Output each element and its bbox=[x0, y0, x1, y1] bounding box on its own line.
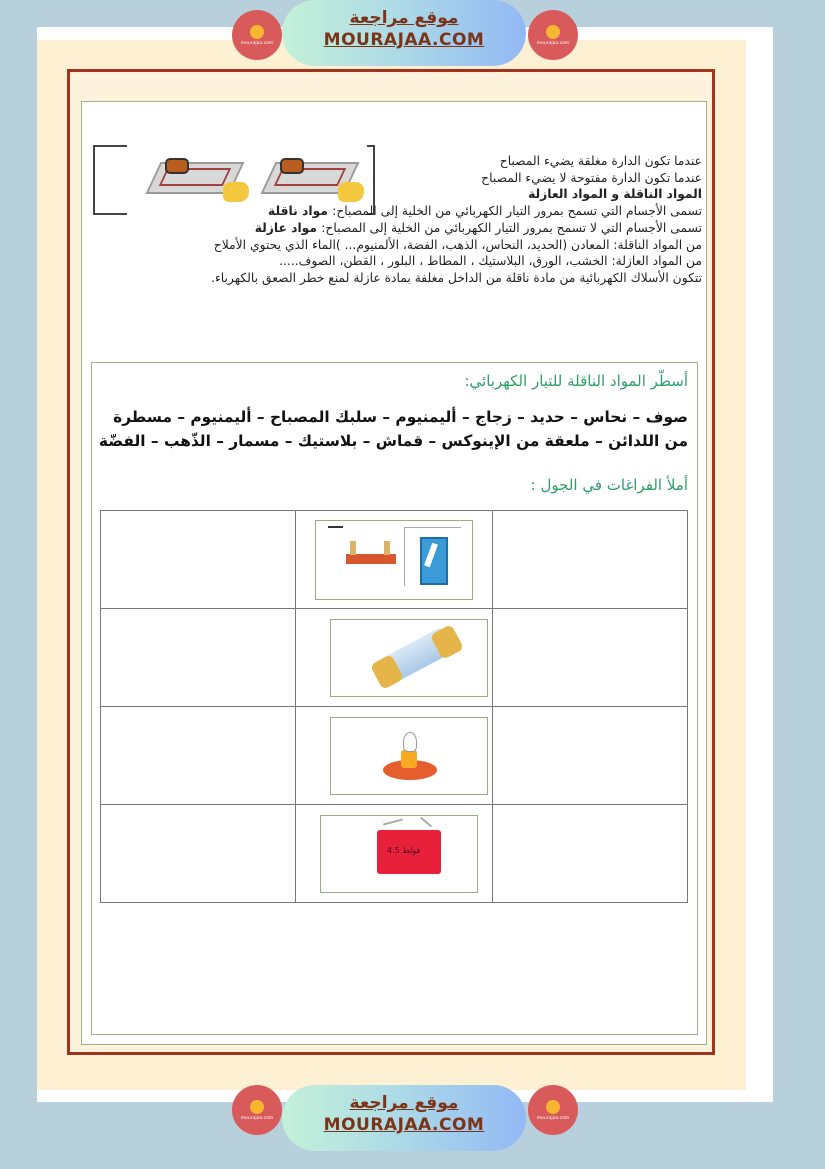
word-list-line[interactable]: من اللدائن – ملعقة من الإينوكس – قماش – بلاستيك – مسمار – الذّهب – الفضّة bbox=[98, 432, 688, 450]
site-logo-badge-left[interactable] bbox=[232, 1085, 282, 1135]
definition-text: تسمى الأجسام التي لا تسمح بمرور التيار الكهربائي من الخلية إلى المصباح: bbox=[321, 220, 702, 235]
lesson-text bbox=[122, 153, 702, 287]
site-name-arabic: موقع مراجعة bbox=[349, 1093, 459, 1113]
image-cell bbox=[296, 707, 493, 805]
image-cell bbox=[296, 805, 493, 903]
word-list bbox=[98, 405, 688, 453]
answer-cell-right[interactable] bbox=[492, 511, 687, 609]
definition-text: تسمى الأجسام التي تسمح بمرور التيار الكهربائي من الخلية إلى المصباح: bbox=[332, 204, 702, 219]
site-name-arabic: موقع مراجعة bbox=[349, 8, 459, 28]
switch-image bbox=[315, 520, 473, 600]
badge-text: mourajaa.com bbox=[240, 1115, 274, 1121]
battery-image bbox=[320, 815, 478, 893]
table-row bbox=[101, 609, 688, 707]
table-row bbox=[101, 511, 688, 609]
header-banner[interactable] bbox=[282, 0, 526, 66]
answer-cell-left[interactable] bbox=[101, 511, 296, 609]
answer-cell-left[interactable] bbox=[101, 609, 296, 707]
lesson-line: عندما تكون الدارة مغلقة يضيء المصباح bbox=[499, 154, 702, 168]
logo-icon bbox=[250, 25, 264, 39]
site-logo-badge-right[interactable] bbox=[528, 1085, 578, 1135]
image-cell bbox=[296, 511, 493, 609]
fill-table-title: أملأ الفراغات في الجول : bbox=[530, 476, 688, 494]
logo-icon bbox=[546, 25, 560, 39]
site-name-link[interactable]: MOURAJAA.COM bbox=[323, 30, 485, 50]
footer-banner[interactable] bbox=[282, 1085, 526, 1151]
answer-cell-right[interactable] bbox=[492, 707, 687, 805]
image-cell bbox=[296, 609, 493, 707]
answer-cell-right[interactable] bbox=[492, 609, 687, 707]
lesson-line: عندما تكون الدارة مفتوحة لا يضيء المصباح bbox=[481, 170, 702, 185]
lesson-line bbox=[122, 203, 702, 220]
answer-cell-right[interactable] bbox=[492, 805, 687, 903]
badge-text: mourajaa.com bbox=[536, 1115, 570, 1121]
exercise-title: أسطّر المواد الناقلة للتيار الكهربائي: bbox=[464, 372, 688, 390]
definition-term: مواد عازلة bbox=[254, 220, 322, 235]
table-row bbox=[101, 805, 688, 903]
table-row bbox=[101, 707, 688, 805]
lesson-line: من المواد العازلة: الخشب، الورق، البلاستيك ، المطاط ، البلور ، القطن، الصوف..... bbox=[279, 254, 702, 269]
lesson-line: تتكون الأسلاك الكهربائية من مادة ناقلة من الداخل مغلفة بمادة عازلة لمنع خطر الصعق بالكهرباء. bbox=[211, 270, 702, 285]
badge-text: mourajaa.com bbox=[536, 40, 570, 46]
bulb-icon bbox=[403, 732, 417, 752]
fuse-image bbox=[330, 619, 488, 697]
lesson-line bbox=[122, 220, 702, 237]
answer-cell-left[interactable] bbox=[101, 707, 296, 805]
site-logo-badge-left[interactable] bbox=[232, 10, 282, 60]
battery-label: 4.5 فولط bbox=[386, 845, 421, 855]
word-list-line[interactable]: صوف – نحاس – حديد – زجاج – أليمنيوم – سلبك المصباح – أليمنيوم – مسطرة bbox=[113, 408, 688, 426]
logo-icon bbox=[546, 1100, 560, 1114]
lesson-line: من المواد الناقلة: المعادن (الحديد، النحاس، الذهب، الفضة، الألمنيوم... )الماء الذي يحتوي الأملاح bbox=[213, 237, 702, 252]
lesson-heading: المواد الناقلة و المواد العازلة bbox=[528, 187, 702, 202]
definition-term: مواد ناقلة bbox=[268, 204, 333, 219]
badge-text: mourajaa.com bbox=[240, 40, 274, 46]
fill-in-table bbox=[100, 510, 688, 903]
site-logo-badge-right[interactable] bbox=[528, 10, 578, 60]
bulb-image bbox=[330, 717, 488, 795]
answer-cell-left[interactable] bbox=[101, 805, 296, 903]
logo-icon bbox=[250, 1100, 264, 1114]
site-name-link[interactable]: MOURAJAA.COM bbox=[323, 1115, 485, 1135]
